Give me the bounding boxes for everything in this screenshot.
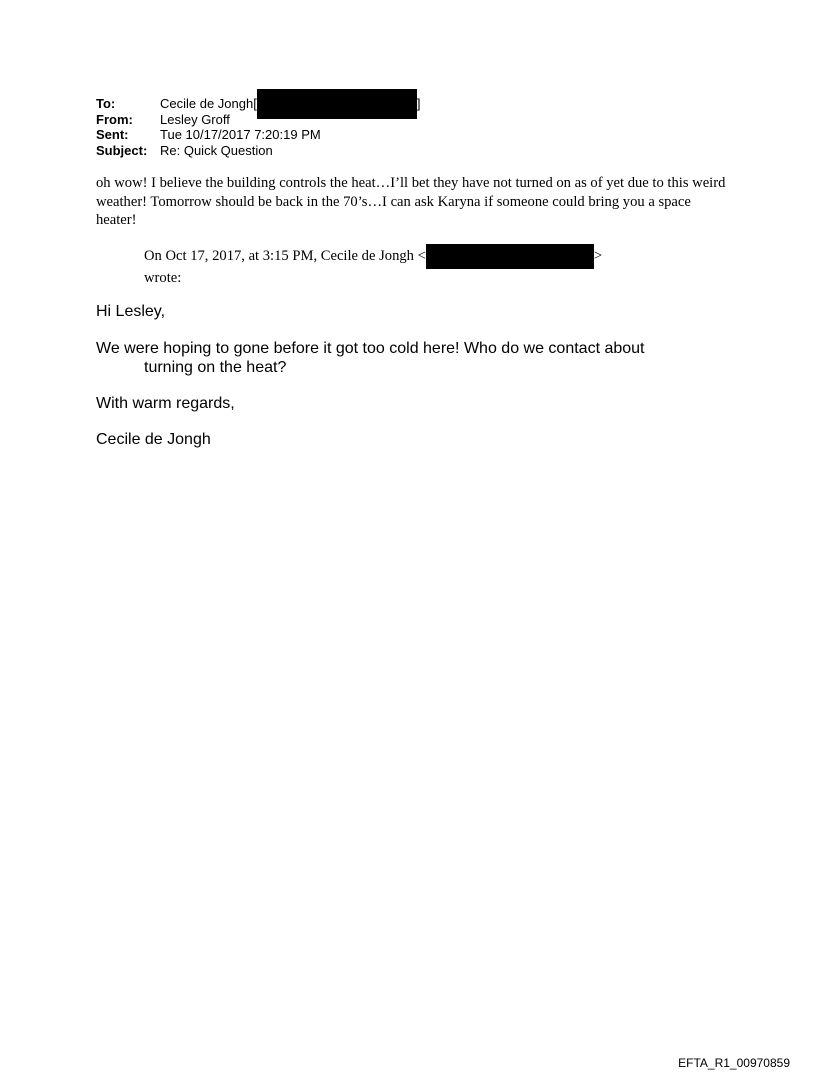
from-label: From: <box>96 111 133 127</box>
to-name: Cecile de Jongh[ <box>160 96 257 111</box>
sent-row <box>96 127 420 143</box>
document-id: EFTA_R1_00970859 <box>678 1056 790 1070</box>
subject-row <box>96 143 420 159</box>
to-label: To: <box>96 96 116 111</box>
to-bracket-close: ] <box>416 96 421 111</box>
quoted-body <box>96 339 696 377</box>
quoted-intro-prefix: On Oct 17, 2017, at 3:15 PM, Cecile de Jongh < <box>144 248 426 264</box>
from-value: Lesley Groff <box>160 111 230 127</box>
quoted-intro-wrote: wrote: <box>144 270 182 286</box>
quoted-closing: With warm regards, <box>96 395 235 412</box>
quoted-intro-suffix: > <box>593 248 603 264</box>
sent-label: Sent: <box>96 127 129 142</box>
reply-body: oh wow! I believe the building controls the heat…I’ll bet they have not turned on as of yet due to this weird weather! Tomorrow should be back in the 70’s…I can ask Karyna if someone could bring you a space heater! <box>96 175 726 228</box>
redaction-box <box>426 244 594 269</box>
subject-value: Re: Quick Question <box>160 142 273 158</box>
quoted-signature: Cecile de Jongh <box>96 431 211 448</box>
sent-value: Tue 10/17/2017 7:20:19 PM <box>160 127 321 142</box>
to-row <box>96 96 420 112</box>
quoted-intro <box>144 247 664 288</box>
subject-label: Subject: <box>96 142 148 158</box>
quoted-body-line2: turning on the heat? <box>144 359 287 376</box>
to-value <box>160 96 420 112</box>
redaction-box <box>257 89 417 119</box>
quoted-greeting: Hi Lesley, <box>96 303 166 320</box>
quoted-body-line1: We were hoping to gone before it got too cold here! Who do we contact about <box>96 340 645 357</box>
email-header <box>96 96 420 158</box>
